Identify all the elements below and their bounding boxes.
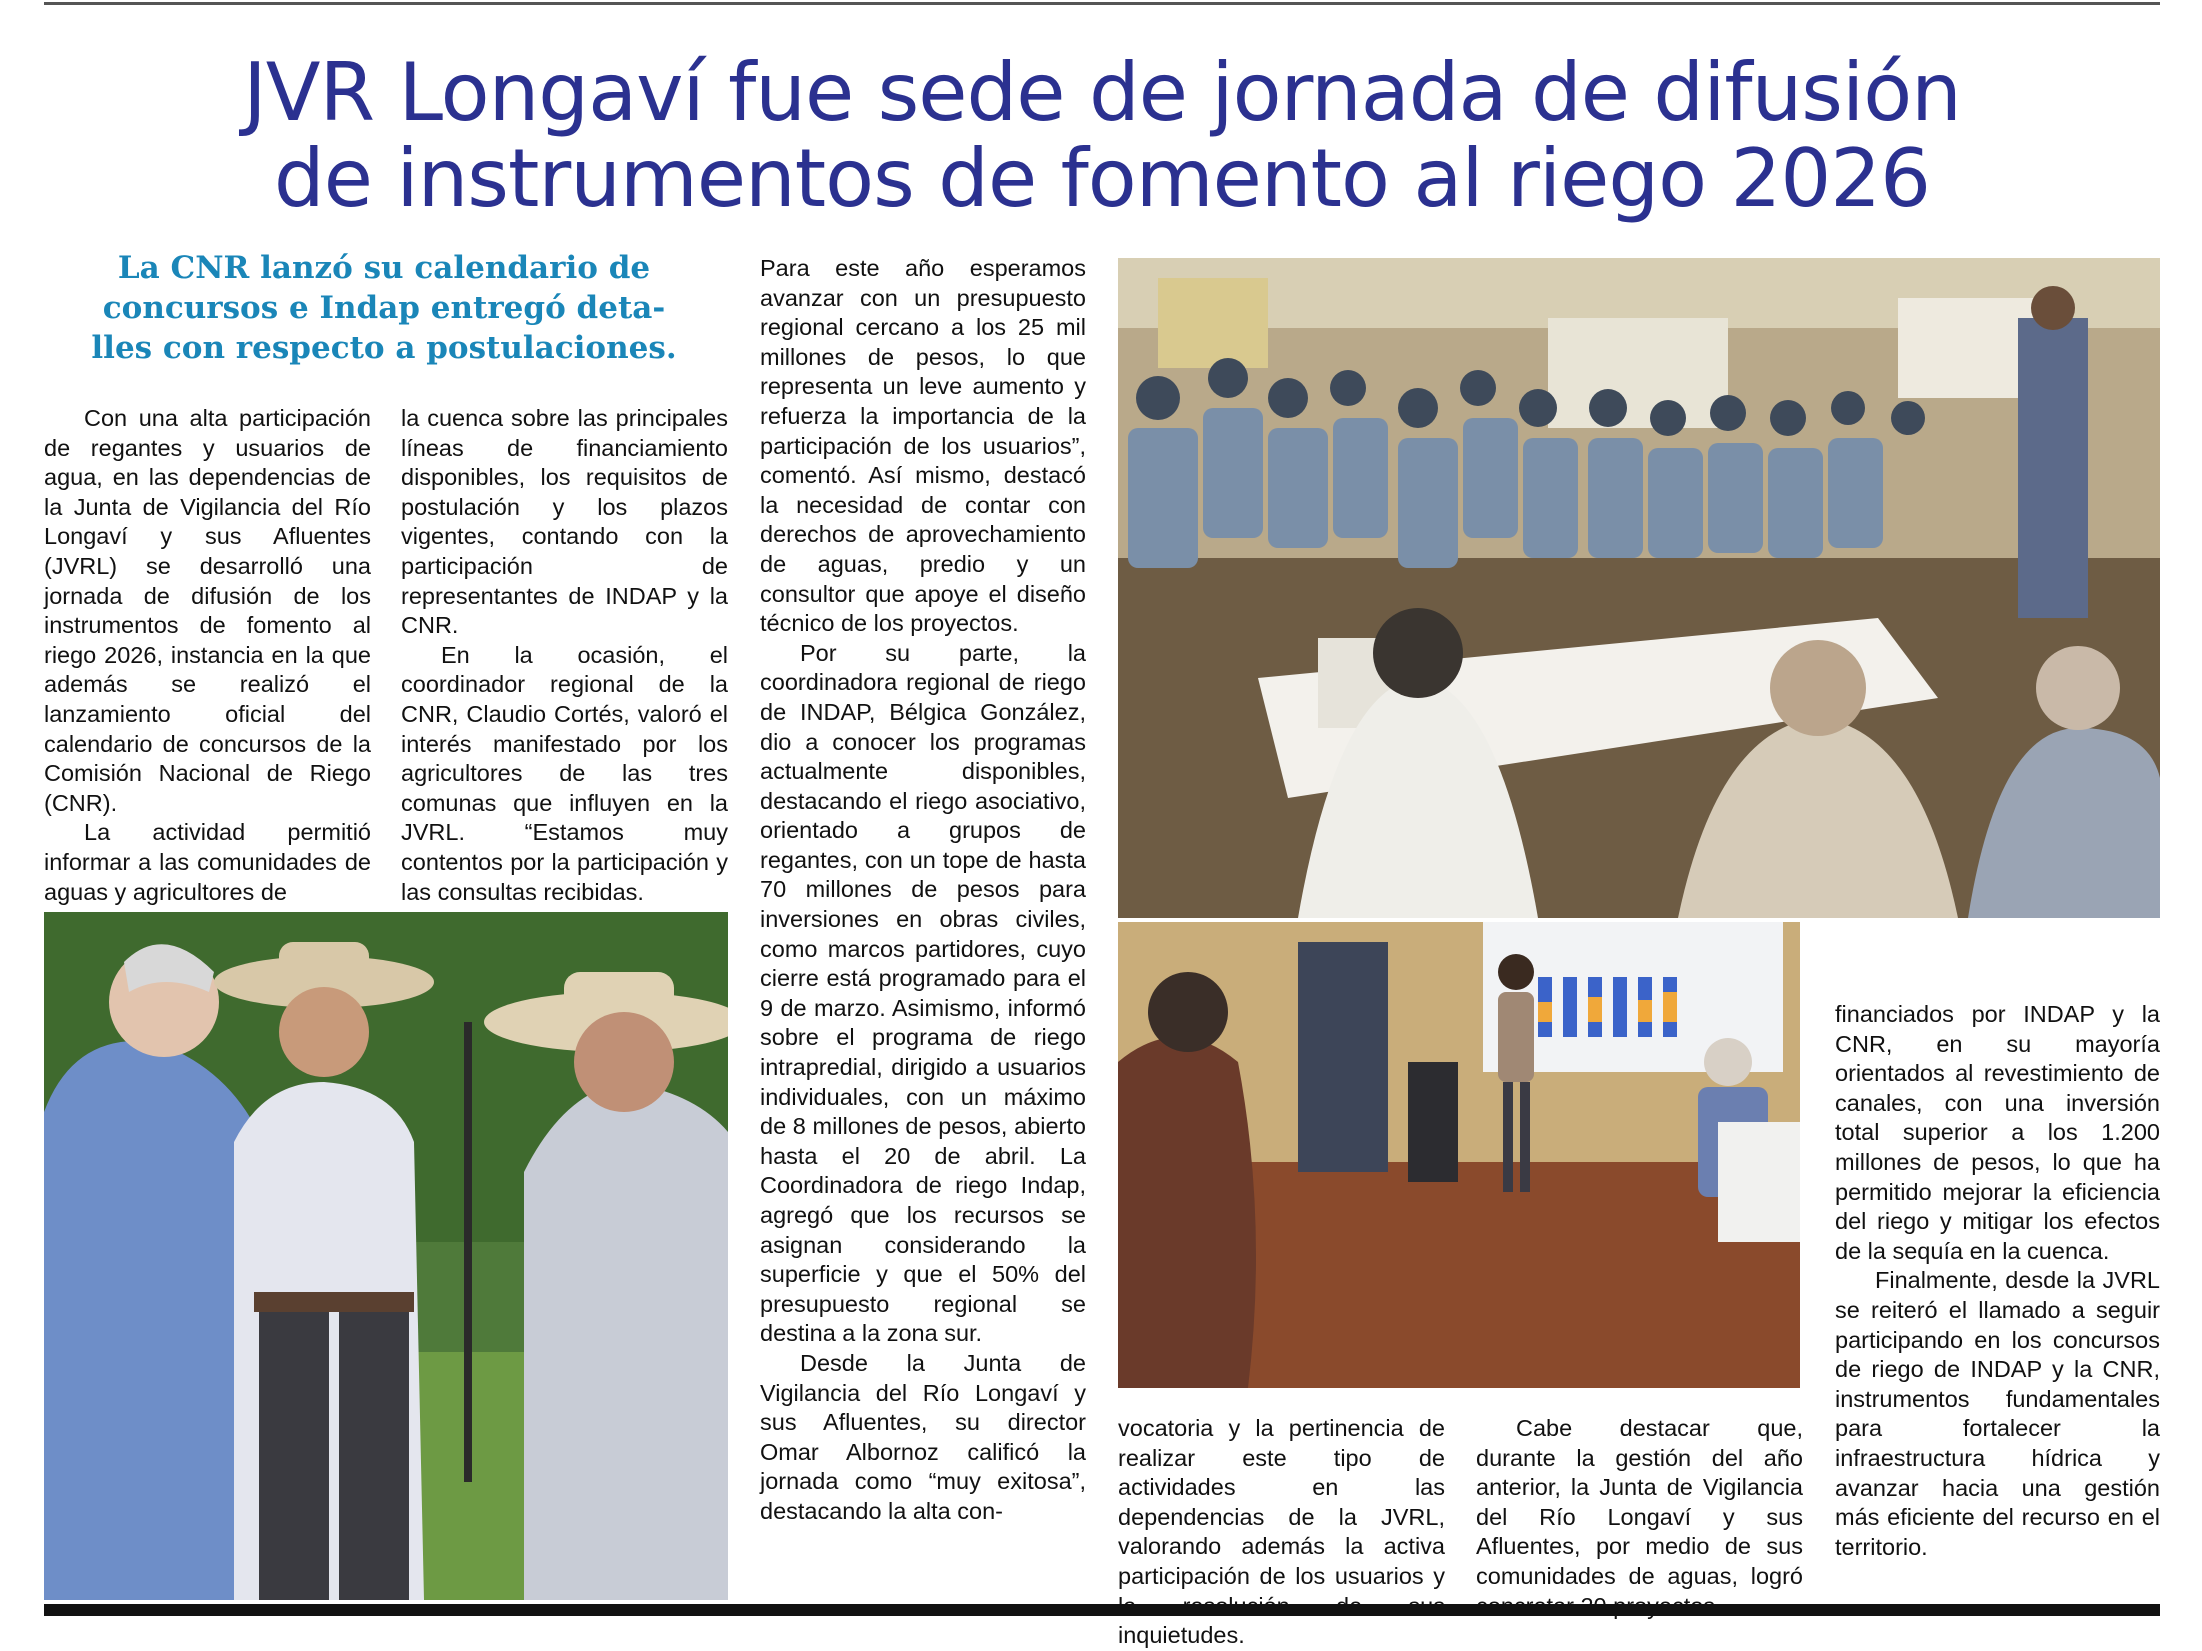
paragraph: Finalmente, desde la JVRL se reiteró el llamado a seguir participando en los concursos de riego de INDAP y la CNR, instrumentos fundamentales para fortalecer la infraestructura hídrica y avanzar hacia una gestión más eficiente del recurso en el territorio.: [1835, 1267, 2160, 1560]
article-column-3: [760, 254, 1086, 1527]
article-column-5: [1476, 1414, 1803, 1621]
subhead-line-1: La CNR lanzó su calendario de: [117, 250, 651, 286]
article-column-6: [1835, 1000, 2160, 1562]
paragraph: Cabe destacar que, durante la gestión del año anterior, la Junta de Vigilancia del Río Longaví y sus Afluentes, por medio de sus comunidades de aguas, logró: [1476, 1415, 1803, 1589]
headline: [44, 46, 2160, 225]
subheadline: [44, 248, 724, 368]
article-column-1: [44, 404, 371, 907]
headline-line-1: JVR Longaví fue sede de jornada de difusión: [243, 46, 1961, 139]
paragraph: la cuenca sobre las principales líneas de financiamiento disponibles, los requisitos de postulación y los plazos vigentes, contando con la participación de representantes de INDAP y la CNR.: [401, 405, 728, 639]
paragraph: Por su parte, la coordinadora regional de riego de INDAP, Bélgica González, dio a conocer los programas actualmente disponibles, destacando el riego asociativo, orientado a grupos de regantes, con un tope de hasta 70 millones de pesos para inversiones en obras civiles, como marcos partidores, cuyo cierre está programado para el 9 de marzo. Asimismo, informó sobre el programa de riego intrapredial, dirigido a usuarios individuales, con un máximo de 8 millones de pesos, abierto hasta el 20 de abril. La Coordinadora de riego Indap, agregó que los recursos se asignan considerando la superficie y que el 50% del presupuesto regional se destina a la zona sur.: [760, 639, 1086, 1347]
article-column-2: [401, 404, 728, 907]
subhead-line-2: concursos e Indap entregó deta-: [102, 290, 666, 326]
photo-meeting-audience: [1118, 258, 2160, 918]
subhead-line-3: lles con respecto a postulaciones.: [91, 330, 677, 366]
paragraph: En la ocasión, el coordinador regional de la CNR, Claudio Cortés, valoró el interés manifestado por los agricultores de las tres comunas que influyen en la JVRL. “Estamos muy contentos por la participación y las consultas recibidas.: [401, 641, 728, 905]
paragraph: Desde la Junta de Vigilancia del Río Longaví y sus Afluentes, su director Omar Albornoz calificó la jornada como “muy exitosa”, destacando la alta con-: [760, 1349, 1086, 1524]
photo-outdoor-group: [44, 912, 728, 1600]
headline-line-2: de instrumentos de fomento al riego 2026: [273, 132, 1931, 225]
photo-presentation: [1118, 922, 1800, 1388]
paragraph: La actividad permitió informar a las comunidades de aguas y agricultores de: [44, 819, 371, 905]
paragraph: Para este año esperamos avanzar con un presupuesto regional cercano a los 25 mil millones de pesos, lo que representa un leve aumento y refuerza la importancia de la participación de los usuarios”, comentó. Así mismo, destacó la necesidad de contar con derechos de aprovechamiento de aguas, predio y un consultor que apoye el diseño técnico de los proyectos.: [760, 255, 1086, 637]
paragraph: financiados por INDAP y la CNR, en su mayoría orientados al revestimiento de canales, con una inversión total superior a los 1.200 millones de pesos, lo que ha permitido mejorar la eficiencia del riego y mitigar los efectos de la sequía en la cuenca.: [1835, 1001, 2160, 1264]
paragraph: Con una alta participación de regantes y usuarios de agua, en las dependencias de la Junta de Vigilancia del Río Longaví y sus Afluentes (JVRL) se desarrolló una jornada de difusión de los instrumentos de fomento al riego 2026, instancia en la que además se realizó el lanzamiento oficial del calendario de concursos de la Comisión Nacional de Riego (CNR).: [44, 405, 371, 816]
top-rule: [44, 2, 2160, 5]
paragraph: vocatoria y la pertinencia de realizar este tipo de actividades en las dependencias de la JVRL, valorando además la activa participación de los usuarios y inquietudes.: [1118, 1415, 1445, 1649]
bottom-rule: [44, 1604, 2160, 1616]
